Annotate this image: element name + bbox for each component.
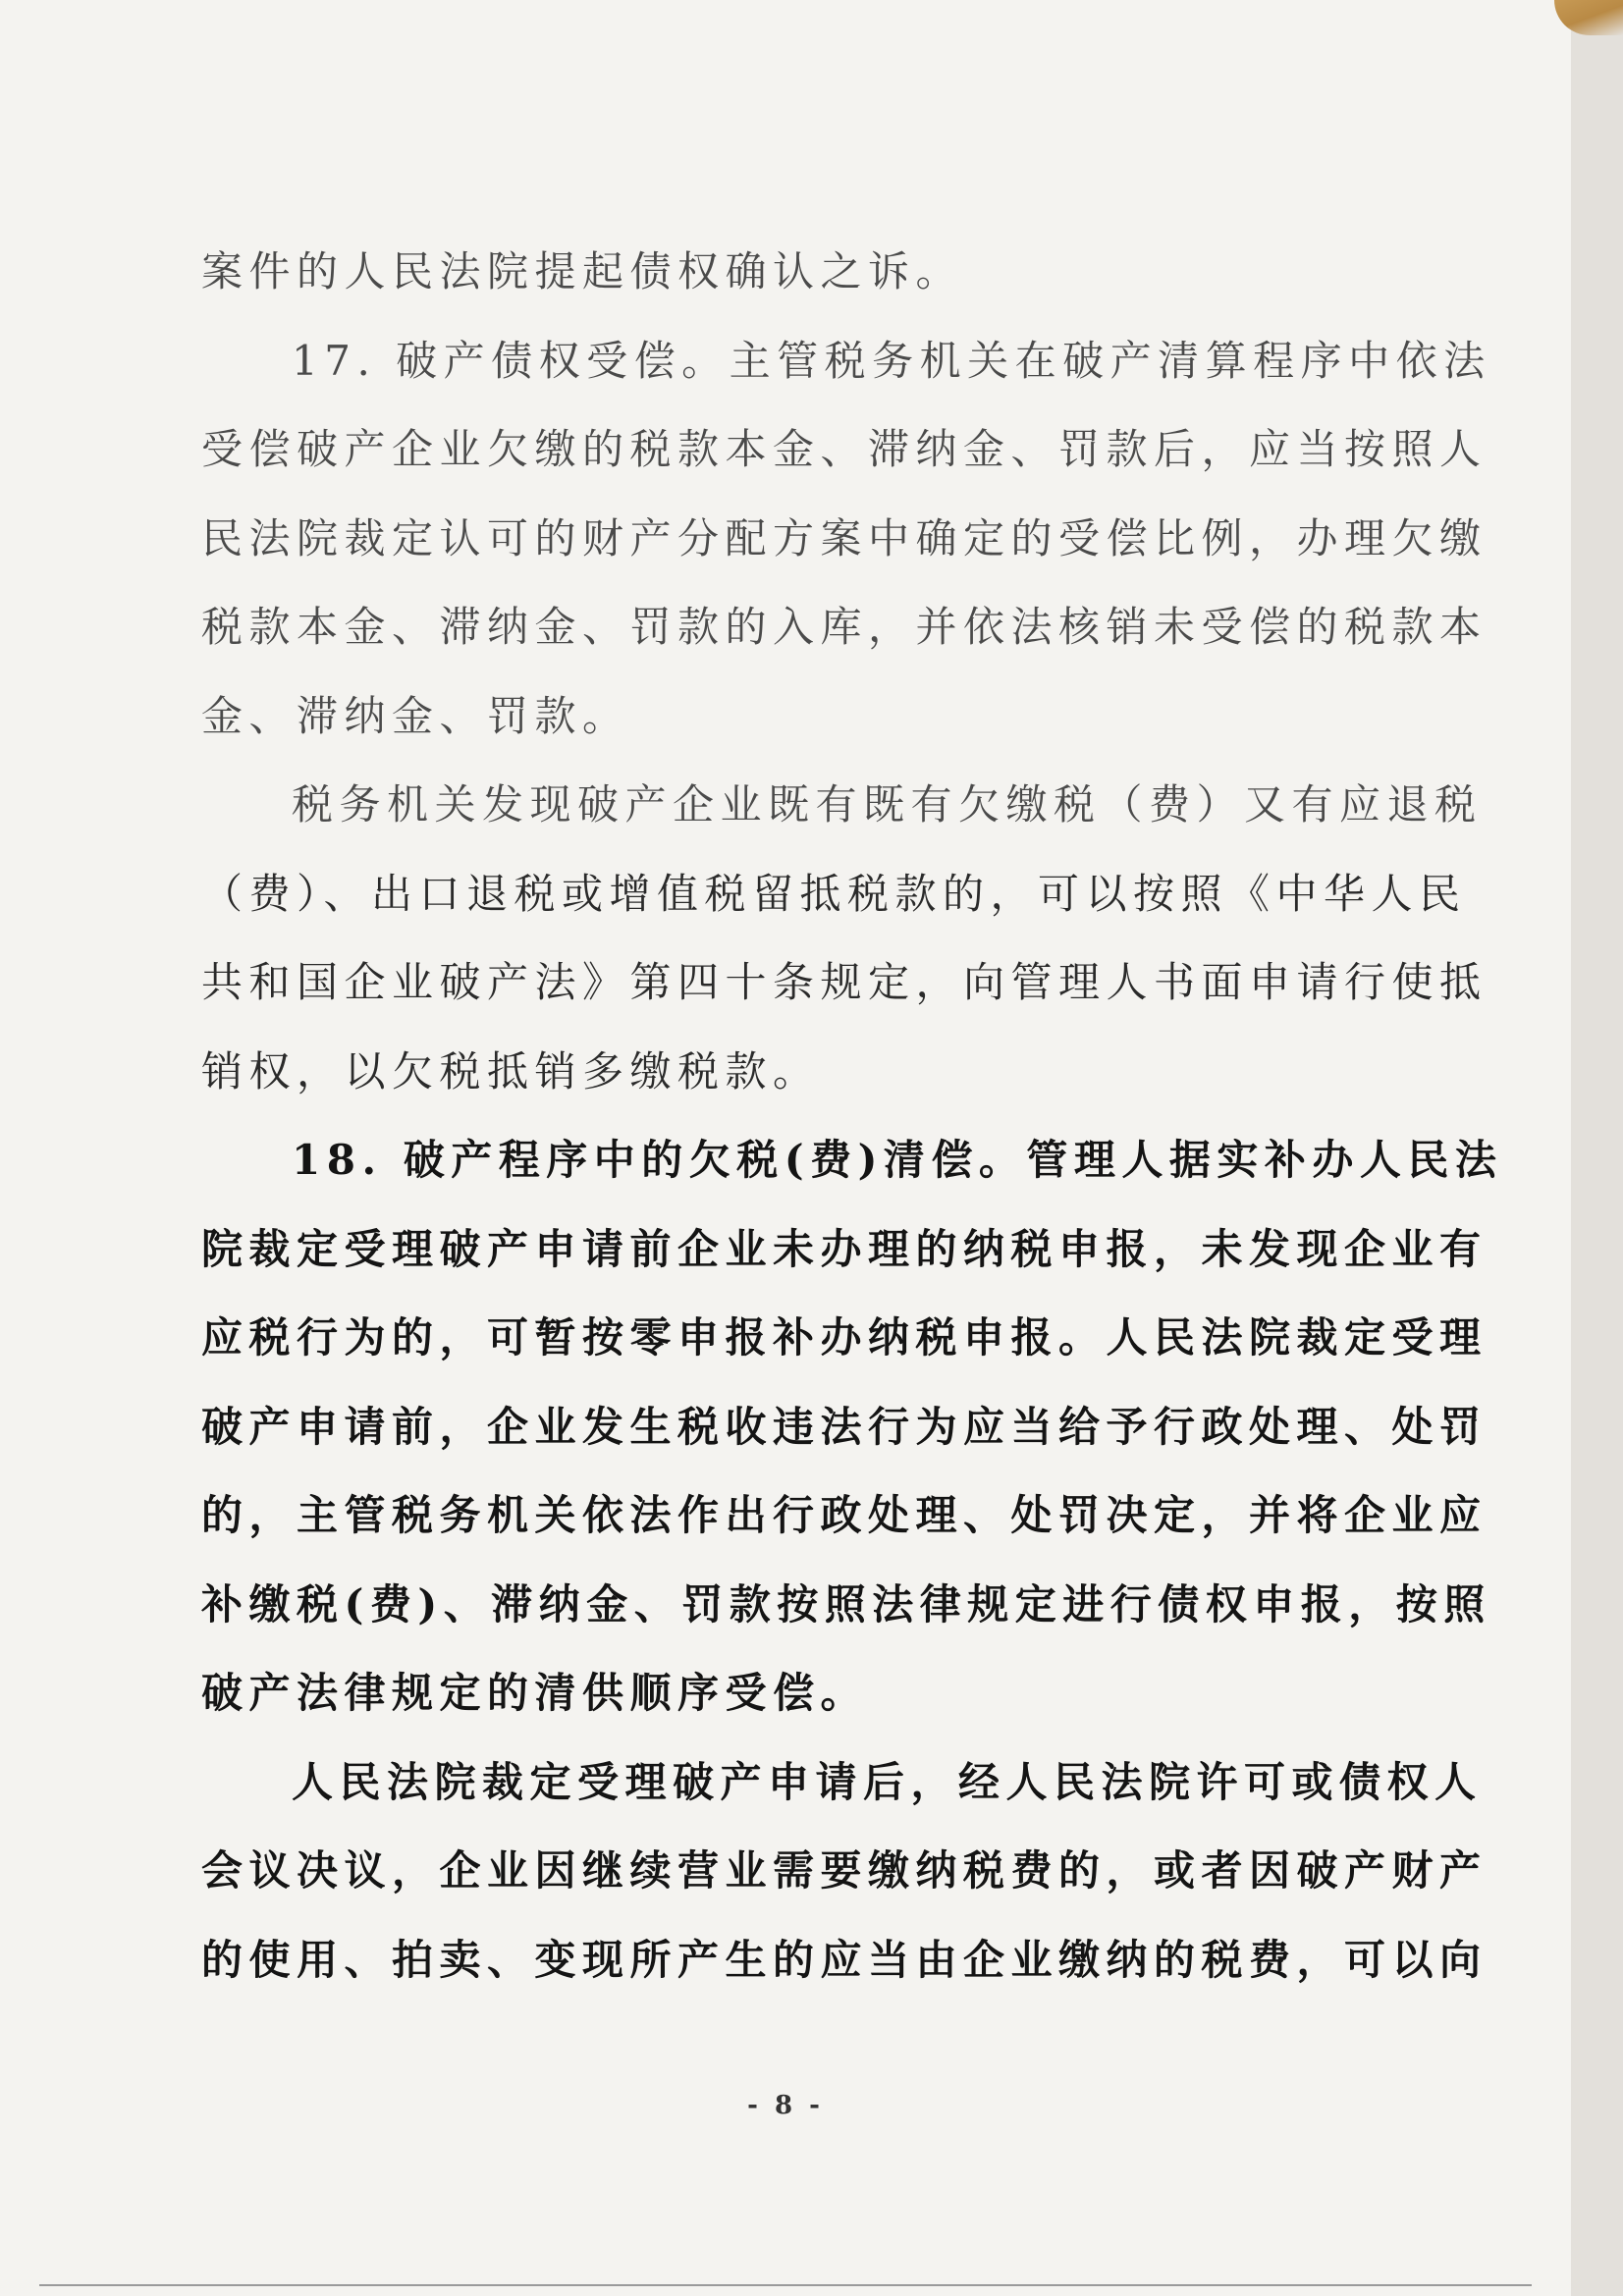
page-edge-shadow xyxy=(1571,0,1623,2296)
page-number: - 8 - xyxy=(747,2091,824,2120)
paragraph-start: 税务机关发现破产企业既有既有欠缴税（费）又有应退税 xyxy=(292,780,1483,828)
text-line: 破产法律规定的清供顺序受偿。 xyxy=(201,1669,869,1717)
paragraph-heading-17: 17. 破产债权受偿。主管税务机关在破产清算程序中依法 xyxy=(292,336,1491,385)
bottom-edge-line xyxy=(39,2284,1532,2286)
paragraph-start: 人民法院裁定受理破产申请后，经人民法院许可或债权人 xyxy=(292,1757,1483,1806)
text-line: 民法院裁定认可的财产分配方案中确定的受偿比例，办理欠缴 xyxy=(201,513,1488,562)
text-line: 会议决议，企业因继续营业需要缴纳税费的，或者因破产财产 xyxy=(201,1846,1488,1895)
paragraph-heading-18: 18. 破产程序中的欠税(费)清偿。管理人据实补办人民法 xyxy=(292,1136,1503,1184)
text-line: 金、滞纳金、罚款。 xyxy=(201,691,630,740)
text-line: （费）、出口退税或增值税留抵税款的，可以按照《中华人民 xyxy=(201,869,1467,918)
text-line: 补缴税(费)、滞纳金、罚款按照法律规定进行债权申报，按照 xyxy=(201,1579,1491,1629)
text-line: 院裁定受理破产申请前企业未办理的纳税申报，未发现企业有 xyxy=(201,1224,1488,1273)
body-text xyxy=(201,228,1503,2004)
text-line: 案件的人民法院提起债权确认之诉。 xyxy=(201,247,964,295)
text-line: 的使用、拍卖、变现所产生的应当由企业缴纳的税费，可以向 xyxy=(201,1935,1488,1984)
text-line: 共和国企业破产法》第四十条规定，向管理人书面申请行使抵 xyxy=(201,958,1488,1006)
text-line: 破产申请前，企业发生税收违法行为应当给予行政处理、处罚 xyxy=(201,1402,1488,1451)
text-line: 受偿破产企业欠缴的税款本金、滞纳金、罚款后，应当按照人 xyxy=(201,425,1488,473)
text-line: 税款本金、滞纳金、罚款的入库，并依法核销未受偿的税款本 xyxy=(201,603,1488,651)
text-line: 销权，以欠税抵销多缴税款。 xyxy=(201,1046,821,1095)
text-line: 应税行为的，可暂按零申报补办纳税申报。人民法院裁定受理 xyxy=(201,1313,1488,1362)
text-line: 的，主管税务机关依法作出行政处理、处罚决定，并将企业应 xyxy=(201,1491,1488,1539)
